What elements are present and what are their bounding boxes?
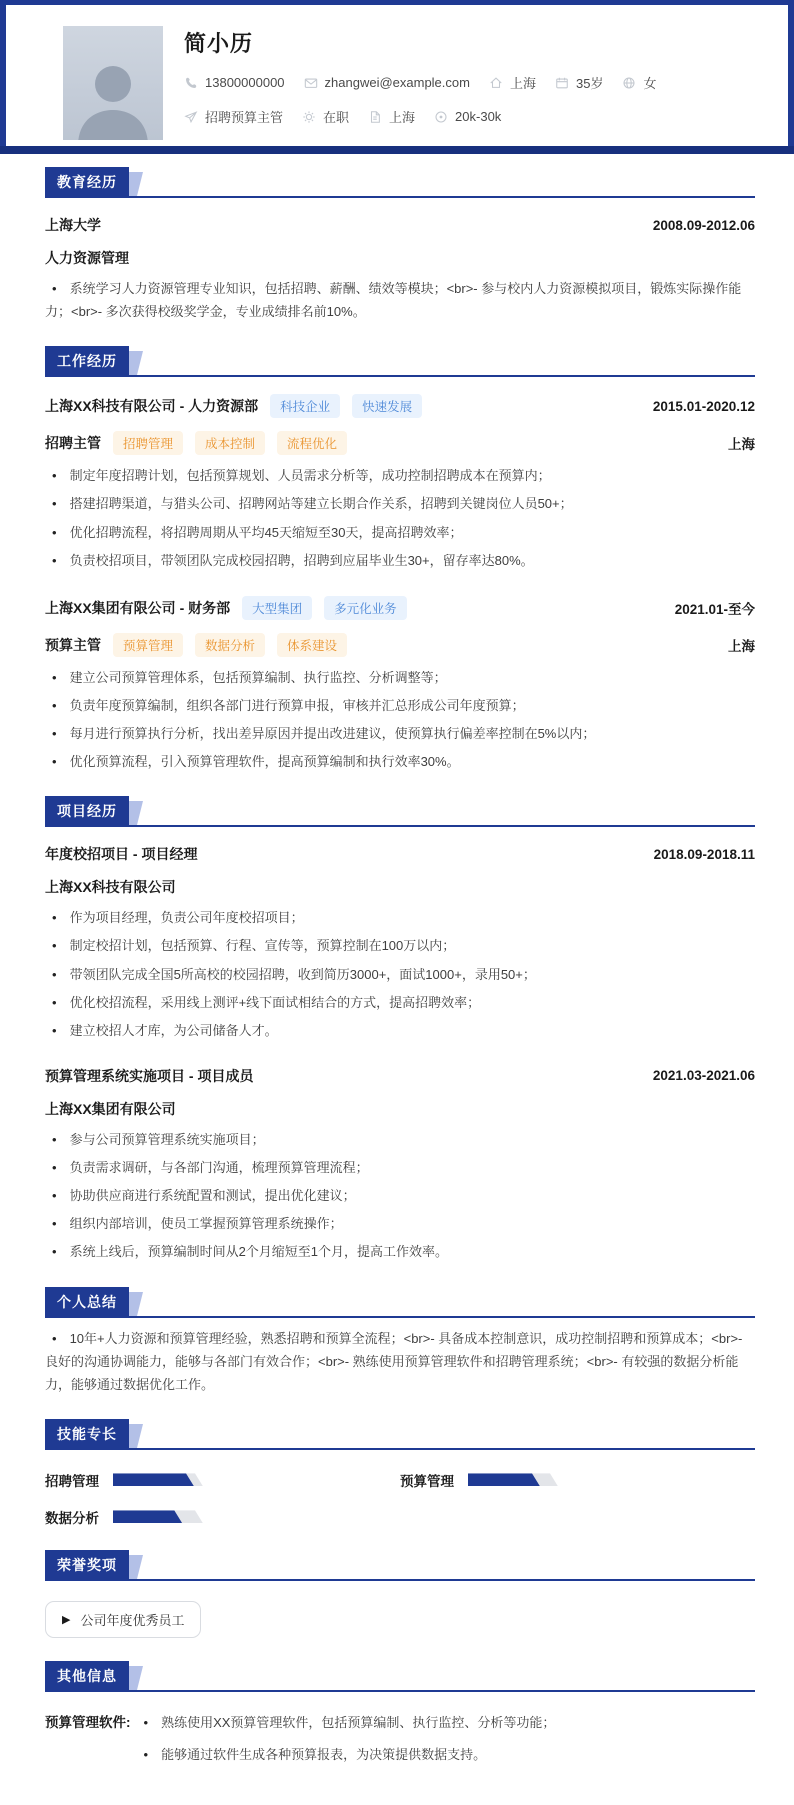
play-icon: ▶: [62, 1613, 71, 1626]
job-date: 2021.01-至今: [674, 601, 755, 617]
resume-body: [0, 171, 794, 1805]
other-info-row: [45, 1711, 755, 1775]
job-entry: [45, 394, 755, 572]
home-icon: [489, 76, 503, 90]
education-entry-header: [45, 215, 755, 235]
bullet-item: • 能够通过软件生成各种预算报表，为决策提供数据支持。: [143, 1747, 487, 1762]
bullet-item: • 建立校招人才库，为公司储备人才。: [52, 1022, 278, 1038]
city-item: [489, 73, 536, 92]
other-label: 预算管理软件:: [45, 1714, 131, 1730]
job-entry: [45, 596, 755, 774]
skills-grid: [45, 1470, 755, 1527]
section-education: [45, 171, 755, 323]
section-work: [45, 350, 755, 773]
project-bullets: [45, 1128, 755, 1264]
skill-item: [45, 1470, 400, 1490]
bullet-item: • 每月进行预算执行分析，找出差异原因并提出改进建议，使预算执行偏差率控制在5%以内；: [52, 726, 596, 741]
section-head: [45, 1665, 755, 1692]
job-intent-item: [184, 107, 283, 126]
skill-bar-fill: [113, 1473, 194, 1486]
section-title: 荣誉奖项: [45, 1550, 129, 1579]
job-company-row: [45, 394, 755, 418]
major-name: 人力资源管理: [45, 250, 129, 266]
job-role-row: [45, 431, 755, 455]
project-name: 预算管理系统实施项目 - 项目成员: [45, 1067, 254, 1084]
role-name: 预算主管: [45, 636, 101, 653]
document-icon: [368, 110, 382, 124]
skill-name: 数据分析: [45, 1510, 99, 1526]
email-value: zhangwei@example.com: [324, 75, 470, 90]
role-tag: 成本控制: [195, 431, 265, 455]
skill-name: 招聘管理: [45, 1473, 99, 1489]
bullet-item: • 优化招聘流程，将招聘周期从平均45天缩短至30天，提高招聘效率；: [52, 524, 463, 540]
other-bullets: [137, 1711, 756, 1775]
company-name: 上海XX科技有限公司 - 人力资源部: [45, 398, 259, 415]
skill-bar: [113, 1510, 203, 1523]
project-date: 2018.09-2018.11: [653, 846, 755, 862]
project-date: 2021.03-2021.06: [652, 1068, 755, 1084]
bullet-item: • 搭建招聘渠道，与猎头公司、招聘网站等建立长期合作关系，招聘到关键岗位人员50+；: [52, 496, 573, 512]
skill-name: 预算管理: [400, 1473, 454, 1489]
email-item: [304, 75, 470, 90]
bullet-item: • 负责需求调研，与各部门沟通，梳理预算管理流程；: [52, 1160, 369, 1175]
section-projects: [45, 800, 755, 1263]
project-bullets: [45, 906, 755, 1042]
section-title: 项目经历: [45, 796, 129, 825]
profile-photo: [63, 26, 163, 140]
section-summary: [45, 1291, 755, 1396]
gender-icon: [622, 76, 636, 90]
send-icon: [184, 110, 198, 124]
salary-item: [434, 109, 501, 124]
section-title: 教育经历: [45, 167, 129, 196]
company-tag: 大型集团: [242, 596, 312, 620]
skill-bar: [468, 1473, 558, 1486]
job-date: 2015.01-2020.12: [652, 398, 755, 414]
section-head: [45, 1423, 755, 1450]
skill-bar-fill: [468, 1473, 540, 1486]
school-name: 上海大学: [45, 217, 101, 233]
skill-item: [400, 1470, 755, 1490]
salary-value: 20k-30k: [455, 109, 502, 124]
bullet-item: • 熟练使用XX预算管理软件，包括预算编制、执行监控、分析等功能；: [143, 1714, 556, 1730]
gender-value: 女: [643, 76, 657, 91]
header-info: [184, 26, 675, 146]
role-tag: 招聘管理: [113, 431, 183, 455]
bullet-item: • 系统上线后，预算编制时间从2个月缩短至1个月，提高工作效率。: [52, 1244, 449, 1260]
phone-value: 13800000000: [205, 75, 285, 90]
section-skills: [45, 1423, 755, 1527]
bullet-item: • 10年+人力资源和预算管理经验，熟悉招聘和预算全流程；<br>- 具备成本控制意识，成功控制招聘和预算成本；<br>- 良好的沟通协调能力，能够与各部门有效合作；<br>- 熟练使用预算管理软件和招聘管理系统；<br>- 有较强的数据分析能力，能够通过数据优化工作。: [45, 1330, 743, 1392]
bullet-item: • 优化预算流程，引入预算管理软件，提高预算编制和执行效率30%。: [52, 754, 460, 770]
bullet-item: • 制定年度招聘计划，包括预算规划、人员需求分析等，成功控制招聘成本在预算内；: [52, 468, 551, 484]
section-other: [45, 1665, 755, 1775]
avatar-silhouette-icon: [70, 54, 156, 140]
bullet-item: • 参与公司预算管理系统实施项目；: [52, 1131, 265, 1147]
skill-item: [45, 1507, 400, 1527]
bullet-item: • 带领团队完成全国5所高校的校园招聘，收到简历3000+，面试1000+，录用50+；: [52, 966, 536, 982]
role-tag: 流程优化: [277, 431, 347, 455]
job-company-row: [45, 596, 755, 620]
candidate-name: 简小历: [184, 31, 254, 56]
work-city-value: 上海: [389, 110, 416, 125]
role-name: 招聘主管: [45, 435, 101, 452]
header-divider-bar: [0, 146, 794, 154]
bullet-item: • 组织内部培训，使员工掌握预算管理系统操作；: [52, 1216, 343, 1232]
section-title: 个人总结: [45, 1287, 129, 1316]
role-tag: 体系建设: [277, 633, 347, 657]
job-bullets: [45, 464, 755, 572]
bullet-item: • 系统学习人力资源管理专业知识，包括招聘、薪酬、绩效等模块；<br>- 参与校内人力资源模拟项目，锻炼实际操作能力；<br>- 多次获得校级奖学金，专业成绩排名前10%。: [45, 281, 742, 320]
phone-icon: [184, 76, 198, 90]
company-tag: 科技企业: [270, 394, 340, 418]
salary-icon: [434, 110, 448, 124]
bullet-item: • 负责校招项目，带领团队完成校园招聘，招聘到应届毕业生30+，留存率达80%。: [52, 552, 534, 568]
work-city-item: [368, 107, 415, 126]
status-icon: [302, 110, 316, 124]
job-location: 上海: [728, 437, 755, 453]
role-tag: 数据分析: [195, 633, 265, 657]
section-head: [45, 1554, 755, 1581]
mail-icon: [304, 76, 318, 90]
contact-row-1: [184, 73, 675, 92]
education-date: 2008.09-2012.06: [652, 217, 755, 233]
company-tag: 多元化业务: [324, 596, 407, 620]
company-name: 上海XX集团有限公司 - 财务部: [45, 599, 231, 616]
job-bullets: [45, 666, 755, 774]
age-icon: [555, 76, 569, 90]
bullet-item: • 负责年度预算编制，组织各部门进行预算申报，审核并汇总形成公司年度预算；: [52, 697, 525, 713]
section-title: 技能专长: [45, 1419, 129, 1448]
project-header-row: [45, 1066, 755, 1086]
section-title: 工作经历: [45, 346, 129, 375]
status-item: [302, 107, 349, 126]
skill-bar-fill: [113, 1510, 182, 1523]
age-item: [555, 73, 603, 92]
section-head: [45, 350, 755, 377]
project-company: 上海XX集团有限公司: [45, 1100, 176, 1117]
section-head: [45, 1291, 755, 1318]
bullet-item: • 建立公司预算管理体系，包括预算编制、执行监控、分析调整等；: [52, 669, 447, 685]
phone-item: [184, 75, 285, 90]
summary-bullets: [45, 1327, 755, 1396]
status-value: 在职: [323, 110, 350, 125]
honor-text: 公司年度优秀员工: [80, 1612, 185, 1628]
bullet-item: • 优化校招流程，采用线上测评+线下面试相结合的方式，提高招聘效率；: [52, 994, 481, 1010]
resume-header: [0, 0, 794, 146]
gender-item: [622, 73, 656, 92]
section-head: [45, 800, 755, 827]
job-location: 上海: [728, 638, 755, 654]
company-tag: 快速发展: [352, 394, 422, 418]
education-bullets: [45, 277, 755, 323]
section-honors: [45, 1554, 755, 1638]
bullet-item: • 作为项目经理，负责公司年度校招项目；: [52, 910, 304, 926]
project-name: 年度校招项目 - 项目经理: [45, 846, 198, 863]
honor-chip: [45, 1601, 201, 1638]
skill-bar: [113, 1473, 203, 1486]
project-company: 上海XX科技有限公司: [45, 879, 176, 896]
project-header-row: [45, 844, 755, 864]
contact-row-2: [184, 107, 675, 126]
role-tag: 预算管理: [113, 633, 183, 657]
city-value: 上海: [509, 76, 536, 91]
bullet-item: • 制定校招计划，包括预算、行程、宣传等，预算控制在100万以内；: [52, 938, 456, 954]
job-intent-value: 招聘预算主管: [205, 110, 284, 125]
section-title: 其他信息: [45, 1661, 129, 1690]
section-head: [45, 171, 755, 198]
project-entry: [45, 1066, 755, 1264]
job-role-row: [45, 633, 755, 657]
age-value: 35岁: [575, 76, 604, 91]
project-entry: [45, 844, 755, 1042]
bullet-item: • 协助供应商进行系统配置和测试，提出优化建议；: [52, 1188, 356, 1204]
